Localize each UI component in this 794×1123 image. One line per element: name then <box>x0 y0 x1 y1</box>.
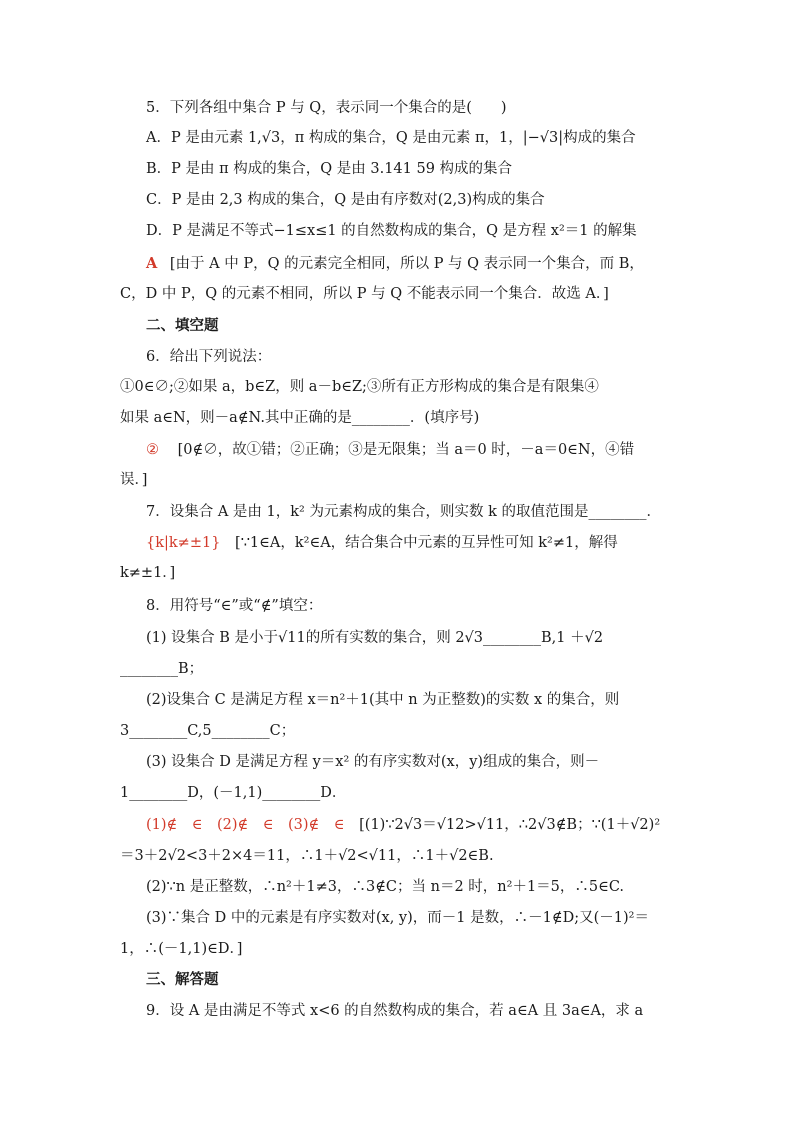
q5-answer-text1: [由于 A 中 P，Q 的元素完全相同，所以 P 与 Q 表示同一个集合，而 B， <box>169 256 644 272</box>
q5-option-c: C．P 是由 2,3 构成的集合，Q 是由有序数对(2,3)构成的集合 <box>146 192 545 208</box>
q6-stem: 6．给出下列说法： <box>146 349 272 365</box>
q8-answer-line5: 1，∴(－1,1)∈D．] <box>120 941 243 957</box>
q6-answer-line2: 误．] <box>120 472 148 488</box>
q7-answer-line2: k≠±1．] <box>120 565 176 581</box>
q7-stem: 7．设集合 A 是由 1，k² 为元素构成的集合，则实数 k 的取值范围是________． <box>146 504 661 520</box>
q8-part3-line1: (3) 设集合 D 是满足方程 y＝x² 的有序实数对(x，y)组成的集合，则－ <box>146 754 600 770</box>
q8-part1-line2: ________B； <box>120 661 204 677</box>
q8-part2-line2: 3________C,5________C； <box>120 723 296 739</box>
q5-answer-line1 <box>146 254 706 274</box>
q6-answer-text1: [0∉∅，故①错；②正确；③是无限集；当 a＝0 时，－a＝0∈N，④错 <box>177 442 635 458</box>
q5-answer-letter: A <box>146 255 158 272</box>
q8-answer-line4: (3)∵集合 D 中的元素是有序实数对(x, y)，而－1 是数，∴－1∉D;又(－1)²＝ <box>146 910 649 926</box>
q6-line1: ①0∈∅;②如果 a，b∈Z，则 a－b∈Z;③所有正方形构成的集合是有限集④ <box>120 379 599 395</box>
section-fill-in-title: 二、填空题 <box>146 317 219 334</box>
q8-answer-key: (1)∉ ∈ (2)∉ ∈ (3)∉ ∈ <box>146 817 345 833</box>
q8-answer-line2: ＝3＋2√2<3＋2×4＝11，∴1＋√2<√11，∴1＋√2∈B. <box>120 848 494 864</box>
q9-stem: 9．设 A 是由满足不等式 x<6 的自然数构成的集合，若 a∈A 且 3a∈A，求 a <box>146 1003 644 1019</box>
q5-option-d: D．P 是满足不等式−1≤x≤1 的自然数构成的集合，Q 是方程 x²＝1 的解集 <box>146 223 637 239</box>
q8-stem: 8．用符号“∈”或“∉”填空： <box>146 598 323 614</box>
q7-answer-line1 <box>146 533 706 553</box>
q6-answer-key: ② <box>146 442 159 458</box>
q5-option-a: A．P 是由元素 1,√3，π 构成的集合，Q 是由元素 π，1，|−√3|构成的集合 <box>146 130 636 146</box>
q8-part1-line1: (1) 设集合 B 是小于√11的所有实数的集合，则 2√3________B,1 ＋√2 <box>146 630 604 646</box>
q8-part2-line1: (2)设集合 C 是满足方程 x＝n²＋1(其中 n 为正整数)的实数 x 的集合，则 <box>146 692 620 708</box>
q5-option-b: B．P 是由 π 构成的集合，Q 是由 3.141 59 构成的集合 <box>146 161 513 177</box>
q6-line2: 如果 a∈N，则－a∉N.其中正确的是________．(填序号) <box>120 410 480 426</box>
q5-answer-line2: C，D 中 P，Q 的元素不相同，所以 P 与 Q 不能表示同一个集合．故选 A．] <box>120 286 609 302</box>
q7-answer-text1: [∵1∈A，k²∈A，结合集合中元素的互异性可知 k²≠1，解得 <box>235 535 618 551</box>
q6-answer-line1 <box>146 440 706 460</box>
q8-answer-line3: (2)∵n 是正整数，∴n²＋1≠3，∴3∉C；当 n＝2 时，n²＋1＝5，∴5∈C. <box>146 879 625 895</box>
q8-answer-text1: [(1)∵2√3＝√12>√11，∴2√3∉B；∵(1＋√2)² <box>359 817 661 833</box>
section-answer-title: 三、解答题 <box>146 971 219 988</box>
q8-part3-line2: 1________D，(－1,1)________D． <box>120 785 347 801</box>
q7-answer-key: {k|k≠±1} <box>146 535 221 551</box>
q5-stem: 5．下列各组中集合 P 与 Q，表示同一个集合的是( ) <box>146 100 507 116</box>
q8-answer-line1 <box>146 815 706 835</box>
